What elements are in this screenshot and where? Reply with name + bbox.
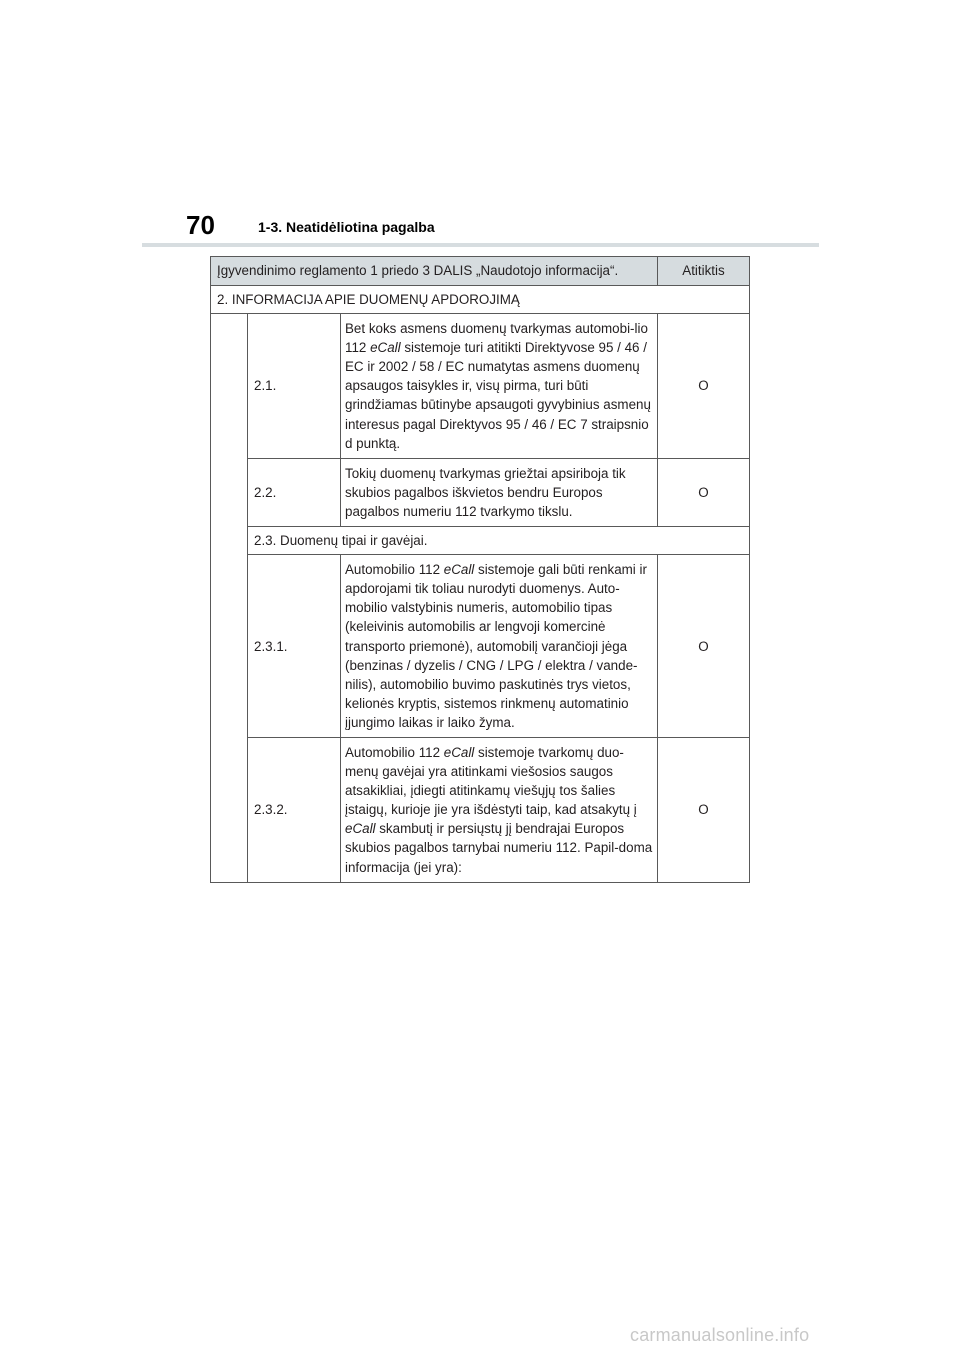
- user-information-table: [210, 256, 750, 883]
- row-description: Tokių duomenų tvarkymas griežtai apsiriboja tik skubios pagalbos iškvietos bendru Europos pagalbos numeriu 112 tvarkymo tikslu.: [341, 458, 658, 526]
- section-row: [211, 527, 750, 555]
- section-2-3-title: 2.3. Duomenų tipai ir gavėjai.: [248, 527, 750, 555]
- compliance-mark: O: [658, 737, 750, 882]
- column-header-requirement: Įgyvendinimo reglamento 1 priedo 3 DALIS „Naudotojo informacija“.: [211, 257, 658, 286]
- table-header-row: [211, 257, 750, 286]
- compliance-mark: O: [658, 458, 750, 526]
- row-description: Automobilio 112 eCall sistemoje tvarkomų duo-menų gavėjai yra atitinkami viešosios saugos atsakikliai, įdiegti atitinkamų viešųjų tos šalies įstaigų, kurioje jie yra išdėstyti taip, kad atsakytų į eCall skambutį ir persiųstų jį bendrajai Europos skubios pagalbos tarnybai numeriu 112. Papil-doma informacija (jei yra):: [341, 737, 658, 882]
- indent-cell: [211, 314, 248, 883]
- table-row: [211, 737, 750, 882]
- compliance-mark: O: [658, 555, 750, 738]
- row-number: 2.1.: [248, 314, 341, 459]
- page-number: 70: [186, 210, 215, 240]
- column-header-compliance: Atitiktis: [658, 257, 750, 286]
- section-row: [211, 286, 750, 314]
- compliance-mark: O: [658, 314, 750, 459]
- row-description: Bet koks asmens duomenų tvarkymas automobi-lio 112 eCall sistemoje turi atitikti Direktyvose 95 / 46 / EC ir 2002 / 58 / EC numatytas asmens duomenų apsaugos taisykles ir, visų pirma, turi būti grindžiamas būtinybe apsaugoti gyvybinius asmenų interesus pagal Direktyvos 95 / 46 / EC 7 straipsnio d punktą.: [341, 314, 658, 459]
- table-row: [211, 458, 750, 526]
- section-2-title: 2. INFORMACIJA APIE DUOMENŲ APDOROJIMĄ: [211, 286, 750, 314]
- table-row: [211, 314, 750, 459]
- row-number: 2.3.1.: [248, 555, 341, 738]
- row-number: 2.2.: [248, 458, 341, 526]
- watermark-logo: carmanualsonline.info: [630, 1325, 810, 1345]
- header-divider: [142, 243, 819, 247]
- row-description: Automobilio 112 eCall sistemoje gali būti renkami ir apdorojami tik toliau nurodyti duomenys. Auto-mobilio valstybinis numeris, automobilio tipas (keleivinis automobilis ar lengvoji komercinė transporto priemonė), automobilį varančioji jėga (benzinas / dyzelis / CNG / LPG / elektra / vande-nilis), automobilio buvimo paskutinės trys vietos, kelionės kryptis, sistemos rinkmenų automatinio įjungimo laikas ir laiko žyma.: [341, 555, 658, 738]
- row-number: 2.3.2.: [248, 737, 341, 882]
- table-row: [211, 555, 750, 738]
- section-title: 1-3. Neatidėliotina pagalba: [258, 219, 435, 235]
